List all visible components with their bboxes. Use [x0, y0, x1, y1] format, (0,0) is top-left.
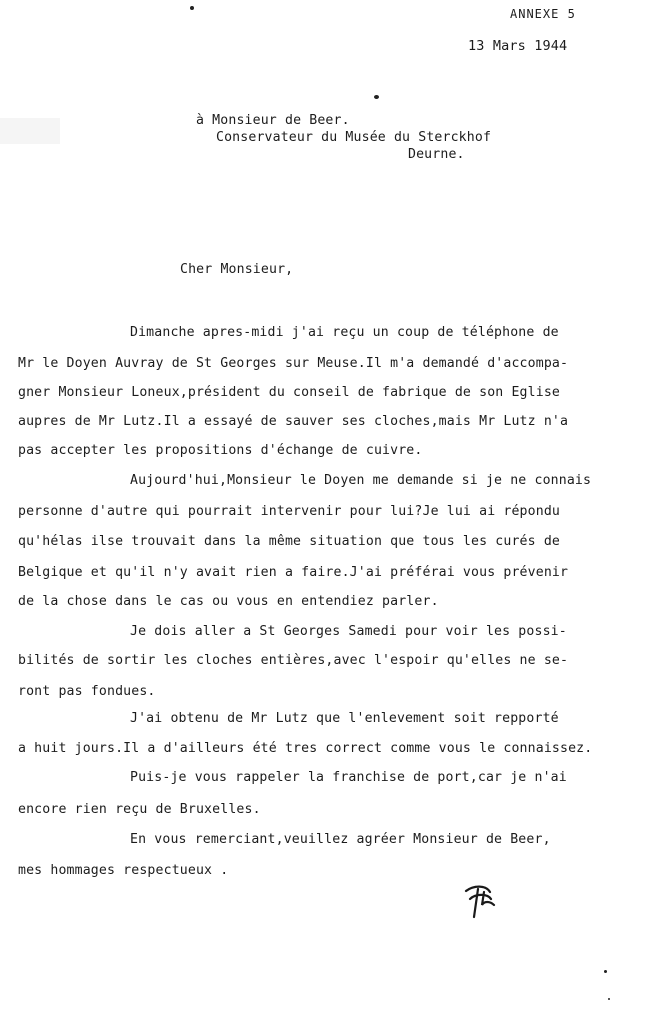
recipient-title: Conservateur du Musée du Sterckhof: [216, 130, 492, 145]
body-line: ront pas fondues.: [18, 684, 156, 699]
ink-speck: [374, 95, 379, 99]
ink-speck: [190, 6, 194, 10]
body-line: mes hommages respectueux .: [18, 863, 229, 878]
faint-mark: [0, 118, 60, 144]
body-line: Mr le Doyen Auvray de St Georges sur Meuse.Il m'a demandé d'accompa-: [18, 356, 569, 371]
body-line: personne d'autre qui pourrait intervenir pour lui?Je lui ai répondu: [18, 504, 560, 519]
body-line: aupres de Mr Lutz.Il a essayé de sauver ses cloches,mais Mr Lutz n'a: [18, 414, 569, 429]
body-line: Je dois aller a St Georges Samedi pour voir les possi-: [130, 624, 567, 639]
handwritten-signature: [460, 883, 500, 921]
ink-speck: [604, 970, 607, 973]
body-line: En vous remerciant,veuillez agréer Monsieur de Beer,: [130, 832, 551, 847]
body-line: J'ai obtenu de Mr Lutz que l'enlevement soit repporté: [130, 711, 559, 726]
body-line: Dimanche apres-midi j'ai reçu un coup de téléphone de: [130, 325, 559, 340]
body-line: Belgique et qu'il n'y avait rien a faire.J'ai préférai vous prévenir: [18, 565, 569, 580]
letter-date: 13 Mars 1944: [468, 38, 568, 54]
body-line: encore rien reçu de Bruxelles.: [18, 802, 261, 817]
body-line: pas accepter les propositions d'échange de cuivre.: [18, 443, 423, 458]
body-line: Puis-je vous rappeler la franchise de port,car je n'ai: [130, 770, 567, 785]
ink-speck: [608, 998, 610, 1000]
body-line: gner Monsieur Loneux,président du conseil de fabrique de son Eglise: [18, 385, 560, 400]
annex-label: ANNEXE 5: [510, 7, 576, 21]
body-line: Aujourd'hui,Monsieur le Doyen me demande si je ne connais: [130, 473, 592, 488]
body-line: a huit jours.Il a d'ailleurs été tres correct comme vous le connaissez.: [18, 741, 593, 756]
body-line: bilités de sortir les cloches entières,avec l'espoir qu'elles ne se-: [18, 653, 569, 668]
body-line: de la chose dans le cas ou vous en entendiez parler.: [18, 594, 439, 609]
recipient-city: Deurne.: [408, 147, 465, 162]
body-line: qu'hélas ilse trouvait dans la même situation que tous les curés de: [18, 534, 560, 549]
salutation: Cher Monsieur,: [180, 262, 294, 277]
recipient-name: à Monsieur de Beer.: [196, 113, 350, 128]
